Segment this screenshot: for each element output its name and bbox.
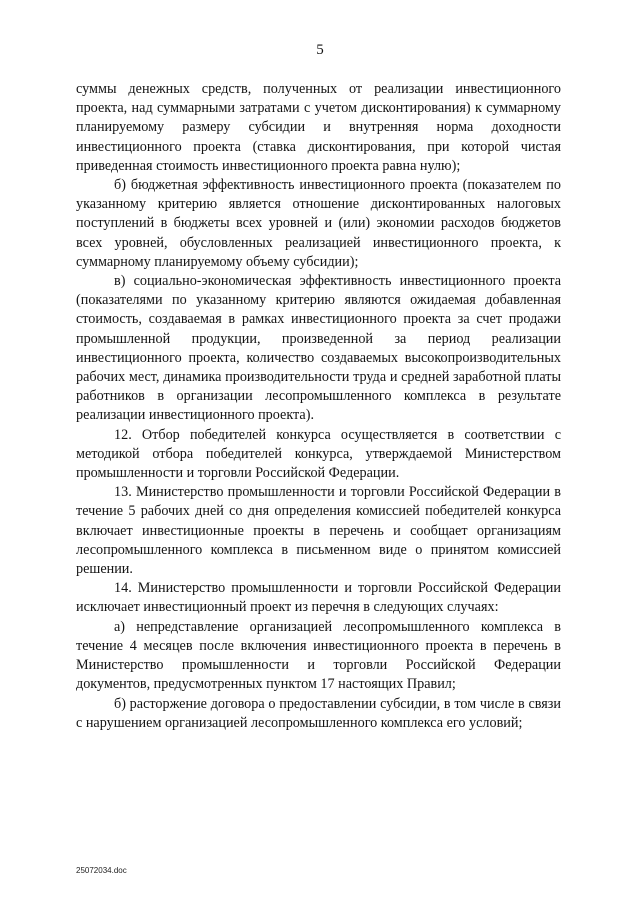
file-name-footer: 25072034.doc <box>76 866 127 875</box>
paragraph-14-item-b: б) расторжение договора о предоставлении субсидии, в том числе в связи с нарушением организацией лесопромышленного комплекса его условий; <box>76 695 561 731</box>
paragraph-item-b: б) бюджетная эффективность инвестиционного проекта (показателем по указанному критерию является отношение дисконтированных налоговых поступлений в бюджеты всех уровней и (или) экономии расходов бюджетов всех уровней, обусловленных реализацией инвестиционного проекта, к суммарному планируемому объему субсидии); <box>76 177 561 270</box>
paragraph-item-v: в) социально-экономическая эффективность инвестиционного проекта (показателями по указанному критерию являются ожидаемая добавленная стоимость, создаваемая в рамках инвестиционного проекта за счет продажи промышленной продукции, произведенной за период реализации инвестиционного проекта, количество создаваемых высокопроизводительных рабочих мест, динамика производительности труда и средней заработной платы работников в организации лесопромышленного комплекса в результате реализации инвестиционного проекта). <box>76 273 561 424</box>
paragraph-14-item-a: а) непредставление организацией лесопромышленного комплекса в течение 4 месяцев после включения инвестиционного проекта в перечень в Министерство промышленности и торговли Российской Федерации документов, предусмотренных пунктом 17 настоящих Правил; <box>76 618 561 693</box>
paragraph-12: 12. Отбор победителей конкурса осуществляется в соответствии с методикой отбора победителей конкурса, утверждаемой Министерством промышленности и торговли Российской Федерации. <box>76 426 561 482</box>
document-body <box>76 80 561 733</box>
paragraph-14: 14. Министерство промышленности и торговли Российской Федерации исключает инвестиционный проект из перечня в следующих случаях: <box>76 580 561 616</box>
page-number: 5 <box>316 42 324 58</box>
paragraph-continuation: суммы денежных средств, полученных от реализации инвестиционного проекта, над суммарными затратами с учетом дисконтирования) к суммарному планируемому размеру субсидии и внутренняя норма доходности инвестиционного проекта (ставка дисконтирования, при которой чистая приведенная стоимость инвестиционного проекта равна нулю); <box>76 81 561 174</box>
paragraph-13: 13. Министерство промышленности и торговли Российской Федерации в течение 5 рабочих дней со дня определения комиссией победителей конкурса включает инвестиционные проекты в перечень и сообщает организациям лесопромышленного комплекса в письменном виде о принятом комиссией решении. <box>76 484 561 578</box>
